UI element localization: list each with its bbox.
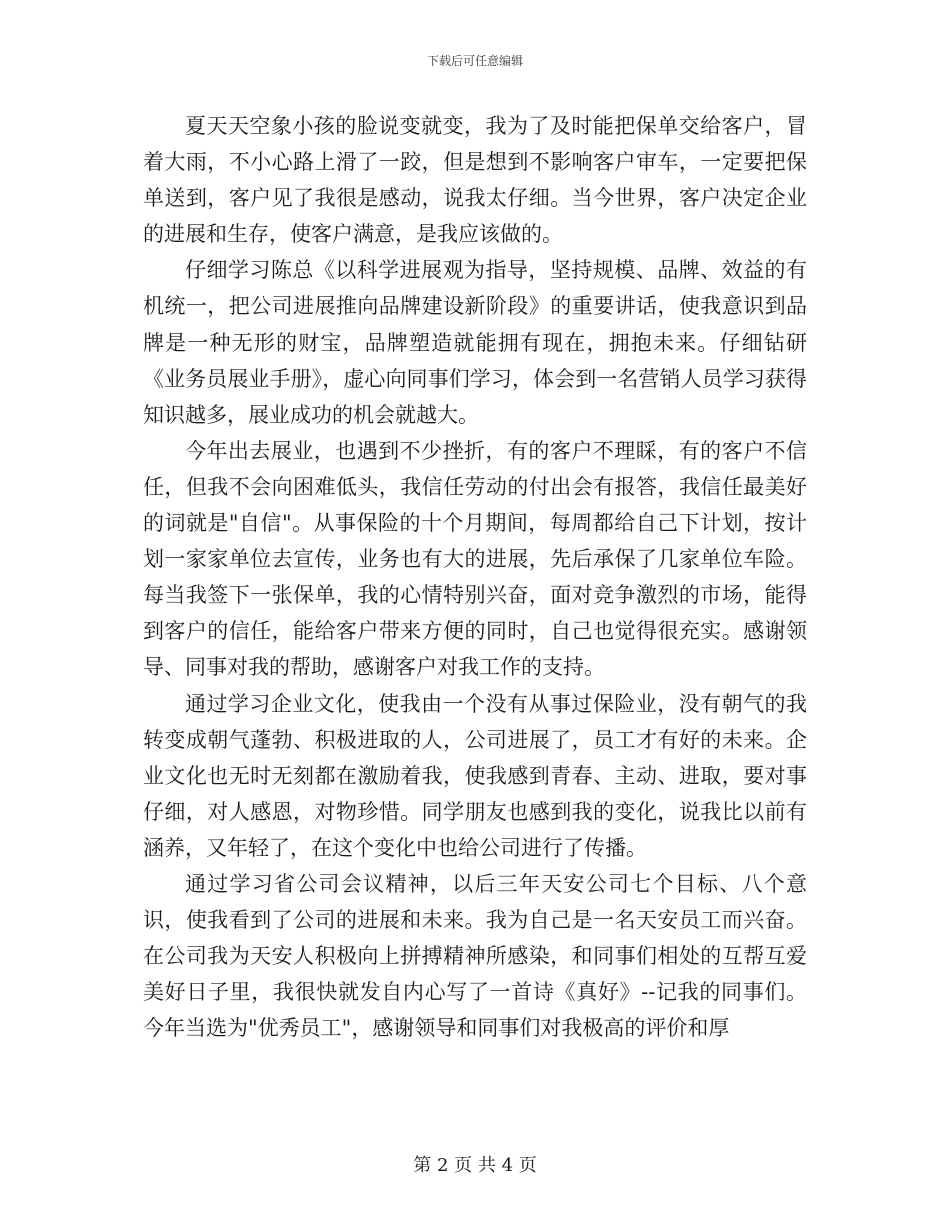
paragraph-1: 夏天天空象小孩的脸说变就变，我为了及时能把保单交给客户，冒着大雨，不小心路上滑了一跤，但是想到不影响客户审车，一定要把保单送到，客户见了我很是感动，说我太仔细。当今世界，客户决定企业的进展和生存，使客户满意，是我应该做的。 — [143, 114, 807, 247]
paragraph-5: 通过学习省公司会议精神，以后三年天安公司七个目标、八个意识，使我看到了公司的进展和未来。我为自己是一名天安员工而兴奋。在公司我为天安人积极向上拼搏精神所感染，和同事们相处的互帮互爱美好日子里，我很快就发自内心写了一首诗《真好》--记我的同事们。今年当选为"优秀员工"，感谢领导和同事们对我极高的评价和厚 — [143, 871, 807, 1041]
header-note: 下载后可任意编辑 — [426, 54, 523, 68]
paragraph-3: 今年出去展业，也遇到不少挫折，有的客户不理睬，有的客户不信任，但我不会向困难低头，我信任劳动的付出会有报答，我信任最美好的词就是"自信"。从事保险的十个月期间，每周都给自己下计划，按计划一家家单位去宣传，业务也有大的进展，先后承保了几家单位车险。每当我签下一张保单，我的心情特别兴奋，面对竞争激烈的市场，能得到客户的信任，能给客户带来方便的同时，自己也觉得很充实。感谢领导、同事对我的帮助，感谢客户对我工作的支持。 — [143, 438, 807, 680]
page-footer — [0, 1155, 950, 1177]
document-body — [143, 108, 807, 1046]
paragraph-2: 仔细学习陈总《以科学进展观为指导，坚持规模、品牌、效益的有机统一，把公司进展推向品牌建设新阶段》的重要讲话，使我意识到品牌是一种无形的财宝，品牌塑造就能拥有现在，拥抱未来。仔细钻研《业务员展业手册》，虚心向同事们学习，体会到一名营销人员学习获得知识越多，展业成功的机会就越大。 — [143, 258, 807, 427]
paragraph-4: 通过学习企业文化，使我由一个没有从事过保险业，没有朝气的我转变成朝气蓬勃、积极进取的人，公司进展了，员工才有好的未来。企业文化也无时无刻都在激励着我，使我感到青春、主动、进取，要对事仔细，对人感恩，对物珍惜。同学朋友也感到我的变化，说我比以前有涵养，又年轻了，在这个变化中也给公司进行了传播。 — [143, 691, 807, 860]
page-number: 第 2 页 共 4 页 — [413, 1155, 537, 1176]
page-header — [0, 54, 950, 68]
